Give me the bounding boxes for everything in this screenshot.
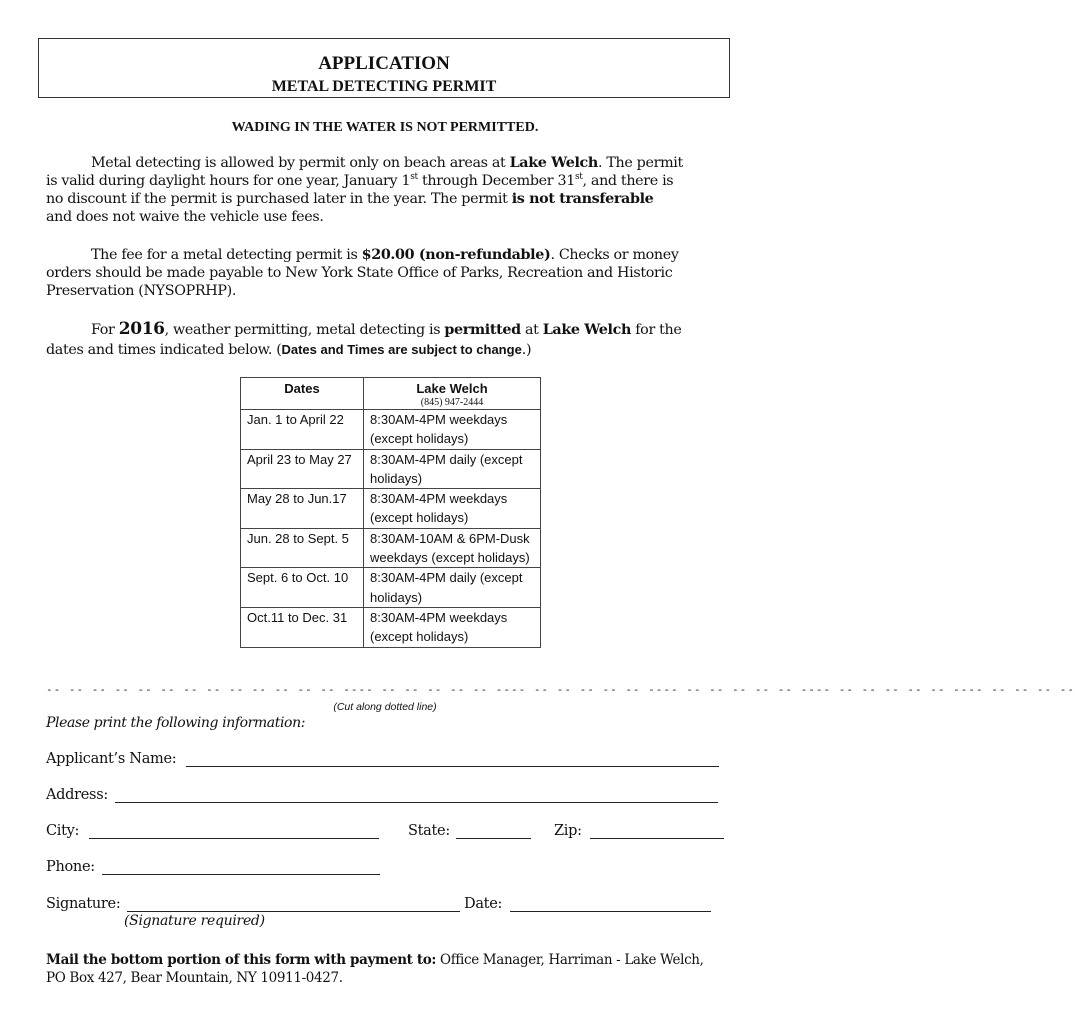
col-header-label: Lake Welch (416, 381, 488, 396)
cut-dotted-line: -- -- -- -- -- -- -- -- -- -- -- -- -- ---- -- -- -- -- -- ---- -- -- -- -- -- ---- -- -- -- -- -- ---- -- -- -- -- -- ---- -- -- -- -- (46, 683, 1075, 696)
text-span: .) (521, 342, 532, 358)
text-span: Metal detecting is allowed by permit only on beach areas at (91, 155, 510, 171)
text-span: no discount if the permit is purchased later in the year. The permit (46, 191, 512, 207)
table-row (241, 568, 541, 608)
date-input-line[interactable] (510, 911, 711, 912)
text-line: Preservation (NYSOPRHP). (46, 283, 237, 299)
name-input-line[interactable] (186, 766, 719, 767)
mail-address-line2: PO Box 427, Bear Mountain, NY 10911-0427. (46, 970, 343, 986)
text-span: . Checks or money (550, 247, 679, 263)
title-box (38, 38, 730, 98)
page-subtitle: METAL DETECTING PERMIT (271, 78, 497, 95)
superscript: st (410, 172, 418, 183)
text-line: orders should be made payable to New York State Office of Parks, Recreation and Historic (46, 265, 673, 281)
page-title: APPLICATION (318, 53, 450, 74)
row-dates: Jan. 1 to April 22 (241, 410, 364, 450)
phone-label: Phone: (46, 859, 95, 875)
mail-bold-text: Mail the bottom portion of this form with payment to: (46, 952, 437, 968)
text-span: dates and times indicated below. ( (46, 342, 282, 358)
signature-required-note: (Signature required) (124, 913, 265, 929)
permitted-text: permitted (444, 322, 521, 338)
superscript: st (574, 172, 583, 183)
city-label: City: (46, 823, 80, 839)
mail-instructions (46, 951, 736, 987)
location-name: Lake Welch (509, 155, 598, 171)
row-times: 8:30AM-4PM daily (except holidays) (364, 449, 541, 489)
table-row (241, 528, 541, 568)
text-span: is valid during daylight hours for one year, January 1 (46, 173, 411, 189)
table-row (241, 410, 541, 450)
text-span: For (91, 322, 119, 338)
form-instruction: Please print the following information: (46, 715, 306, 731)
state-label: State: (408, 823, 450, 839)
date-label: Date: (464, 896, 503, 912)
city-input-line[interactable] (89, 838, 379, 839)
phone-number: (845) 947-2444 (420, 397, 484, 408)
state-input-line[interactable] (456, 838, 531, 839)
row-dates: May 28 to Jun.17 (241, 489, 364, 529)
permit-info-paragraph (46, 154, 726, 226)
text-span: , and there is (582, 173, 674, 189)
zip-label: Zip: (554, 823, 582, 839)
subject-to-change-text: Dates and Times are subject to change (281, 342, 522, 357)
location-name: Lake Welch (542, 322, 632, 338)
row-dates: Jun. 28 to Sept. 5 (241, 528, 364, 568)
table-row (241, 489, 541, 529)
phone-input-line[interactable] (102, 874, 380, 875)
schedule-table (240, 377, 541, 648)
col-header-lake-welch (364, 378, 541, 410)
address-input-line[interactable] (115, 802, 718, 803)
table-row (241, 607, 541, 647)
mail-address-text: Office Manager, Harriman - Lake Welch, (436, 952, 704, 968)
row-dates: Sept. 6 to Oct. 10 (241, 568, 364, 608)
address-label: Address: (46, 787, 108, 803)
year: 2016 (118, 319, 165, 339)
signature-label: Signature: (46, 896, 121, 912)
fee-amount: $20.00 (non-refundable) (361, 247, 551, 263)
row-times: 8:30AM-4PM weekdays (except holidays) (364, 410, 541, 450)
signature-input-line[interactable] (127, 911, 460, 912)
text-span: for the (631, 322, 682, 338)
col-header-dates: Dates (241, 378, 364, 410)
table-row (241, 449, 541, 489)
zip-input-line[interactable] (590, 838, 724, 839)
row-times: 8:30AM-4PM daily (except holidays) (364, 568, 541, 608)
fee-paragraph (46, 246, 726, 300)
text-span: . The permit (597, 155, 683, 171)
cut-note: (Cut along dotted line) (333, 701, 437, 713)
text-span: at (520, 322, 543, 338)
row-times: 8:30AM-4PM weekdays (except holidays) (364, 607, 541, 647)
table-header-row (241, 378, 541, 410)
row-dates: April 23 to May 27 (241, 449, 364, 489)
name-label: Applicant’s Name: (46, 751, 177, 767)
schedule-intro-paragraph (46, 320, 726, 359)
text-span: , weather permitting, metal detecting is (164, 322, 445, 338)
not-transferable-text: is not transferable (511, 191, 654, 207)
wading-notice: WADING IN THE WATER IS NOT PERMITTED. (231, 120, 539, 135)
text-line: and does not waive the vehicle use fees. (46, 209, 324, 225)
row-dates: Oct.11 to Dec. 31 (241, 607, 364, 647)
text-span: The fee for a metal detecting permit is (91, 247, 362, 263)
row-times: 8:30AM-4PM weekdays (except holidays) (364, 489, 541, 529)
text-span: through December 31 (417, 173, 575, 189)
row-times: 8:30AM-10AM & 6PM-Dusk weekdays (except holidays) (364, 528, 541, 568)
